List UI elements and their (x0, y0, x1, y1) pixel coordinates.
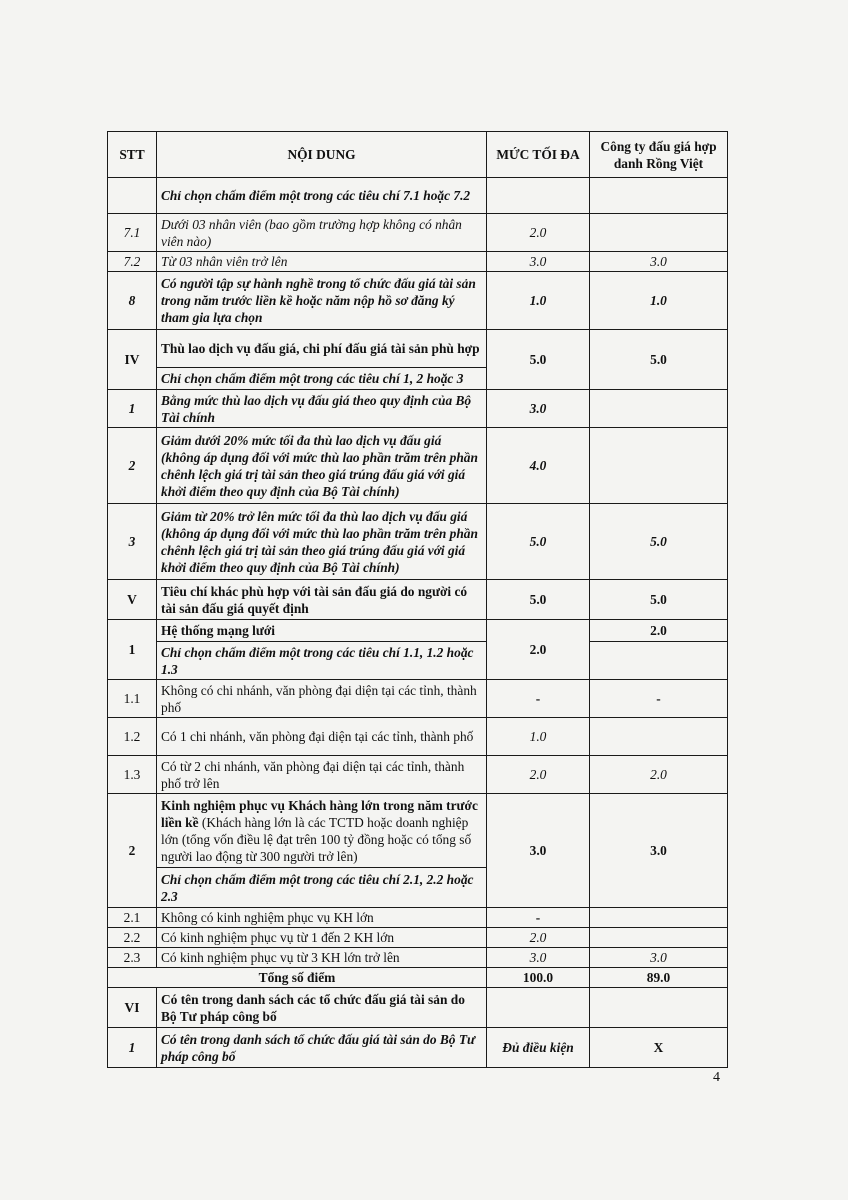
cell-content: Giảm từ 20% trở lên mức tối đa thù lao dịch vụ đấu giá (không áp dụng đối với mức thù lao phần trăm trên phần chênh lệch giá trị tài sản theo giá trúng đấu giá với giá khởi điểm theo quy định của Bộ Tài chính) (157, 504, 487, 580)
table-row (108, 272, 728, 330)
cell-total-label: Tổng số điểm (108, 968, 487, 988)
table-row (108, 718, 728, 756)
cell-stt: 2.2 (108, 928, 157, 948)
cell-company: 2.0 (590, 620, 728, 642)
cell-content: Có từ 2 chi nhánh, văn phòng đại diện tại các tỉnh, thành phố trở lên (157, 756, 487, 794)
table-row (108, 680, 728, 718)
scoring-table (107, 131, 728, 1068)
cell-content: Giảm dưới 20% mức tối đa thù lao dịch vụ đấu giá (không áp dụng đối với mức thù lao phần trăm trên phần chênh lệch giá trị tài sản theo giá trúng đấu giá với giá khởi điểm theo quy định của Bộ Tài chính) (157, 428, 487, 504)
cell-stt: 1.2 (108, 718, 157, 756)
cell-stt: 1.3 (108, 756, 157, 794)
cell-content: Có 1 chi nhánh, văn phòng đại diện tại các tỉnh, thành phố (157, 718, 487, 756)
cell-company: 3.0 (590, 252, 728, 272)
cell-stt (108, 178, 157, 214)
cell-company: 2.0 (590, 756, 728, 794)
cell-max: 3.0 (487, 948, 590, 968)
cell-content-sub: Chỉ chọn chấm điểm một trong các tiêu chí 1, 2 hoặc 3 (157, 368, 487, 390)
cell-content-bold: Kinh nghiệm phục vụ Khách hàng lớn trong năm trước liền kề (161, 797, 478, 830)
cell-content-sub: Chỉ chọn chấm điểm một trong các tiêu chí 2.1, 2.2 hoặc 2.3 (157, 868, 487, 908)
cell-company (590, 178, 728, 214)
cell-company: 5.0 (590, 580, 728, 620)
cell-stt: 3 (108, 504, 157, 580)
table-row (108, 642, 728, 680)
header-stt: STT (108, 132, 157, 178)
cell-stt: 8 (108, 272, 157, 330)
cell-content: Tiêu chí khác phù hợp với tài sản đấu giá do người có tài sản đấu giá quyết định (157, 580, 487, 620)
cell-company: 3.0 (590, 948, 728, 968)
header-max: MỨC TỐI ĐA (487, 132, 590, 178)
cell-max: 3.0 (487, 794, 590, 908)
cell-max: - (487, 680, 590, 718)
table-row (108, 1028, 728, 1068)
cell-max: - (487, 908, 590, 928)
table-row (108, 948, 728, 968)
table-row (108, 580, 728, 620)
cell-max: 5.0 (487, 580, 590, 620)
cell-stt: 2 (108, 794, 157, 908)
cell-max: 1.0 (487, 718, 590, 756)
cell-stt: IV (108, 330, 157, 390)
table-row (108, 756, 728, 794)
cell-content: Có tên trong danh sách tổ chức đấu giá tài sản do Bộ Tư pháp công bố (157, 1028, 487, 1068)
cell-max (487, 178, 590, 214)
cell-content: Dưới 03 nhân viên (bao gồm trường hợp không có nhân viên nào) (157, 214, 487, 252)
page-number: 4 (713, 1070, 720, 1085)
table-row (108, 928, 728, 948)
table-row (108, 620, 728, 642)
cell-max: 4.0 (487, 428, 590, 504)
cell-company: 3.0 (590, 794, 728, 908)
cell-stt: 1 (108, 1028, 157, 1068)
cell-content (157, 794, 487, 868)
table-row (108, 504, 728, 580)
cell-content: Không có chi nhánh, văn phòng đại diện tại các tỉnh, thành phố (157, 680, 487, 718)
cell-content: Chỉ chọn chấm điểm một trong các tiêu chí 7.1 hoặc 7.2 (157, 178, 487, 214)
header-company: Công ty đấu giá hợp danh Rồng Việt (590, 132, 728, 178)
cell-max: 2.0 (487, 214, 590, 252)
table-row (108, 428, 728, 504)
cell-company (590, 390, 728, 428)
cell-stt: VI (108, 988, 157, 1028)
cell-max: 2.0 (487, 620, 590, 680)
cell-stt: 1 (108, 390, 157, 428)
table-row (108, 252, 728, 272)
cell-content: Không có kinh nghiệm phục vụ KH lớn (157, 908, 487, 928)
cell-company (590, 928, 728, 948)
cell-max: 3.0 (487, 390, 590, 428)
table-row (108, 330, 728, 368)
cell-company: - (590, 680, 728, 718)
cell-stt: 7.2 (108, 252, 157, 272)
cell-content: Có tên trong danh sách các tổ chức đấu giá tài sản do Bộ Tư pháp công bố (157, 988, 487, 1028)
cell-max: 5.0 (487, 330, 590, 390)
cell-company: X (590, 1028, 728, 1068)
cell-max (487, 988, 590, 1028)
header-content: NỘI DUNG (157, 132, 487, 178)
table-row (108, 794, 728, 868)
cell-company (590, 718, 728, 756)
table-row (108, 908, 728, 928)
cell-content-rest: (Khách hàng lớn là các TCTD hoặc doanh nghiệp lớn (tổng vốn điều lệ đạt trên 100 tỷ đồng hoặc có tổng số người lao động từ 300 người trở lên) (161, 814, 472, 864)
cell-company: 1.0 (590, 272, 728, 330)
cell-company (590, 428, 728, 504)
table-row (108, 178, 728, 214)
cell-company-empty (590, 642, 728, 680)
cell-max: 1.0 (487, 272, 590, 330)
cell-content-sub: Chỉ chọn chấm điểm một trong các tiêu chí 1.1, 1.2 hoặc 1.3 (157, 642, 487, 680)
cell-max: 3.0 (487, 252, 590, 272)
cell-max: Đủ điều kiện (487, 1028, 590, 1068)
cell-stt: 2.1 (108, 908, 157, 928)
table-header-row (108, 132, 728, 178)
cell-company: 5.0 (590, 330, 728, 390)
cell-content: Hệ thống mạng lưới (157, 620, 487, 642)
cell-content: Có người tập sự hành nghề trong tổ chức đấu giá tài sản trong năm trước liền kề hoặc năm nộp hồ sơ đăng ký tham gia lựa chọn (157, 272, 487, 330)
cell-max: 5.0 (487, 504, 590, 580)
cell-max: 2.0 (487, 756, 590, 794)
cell-stt: V (108, 580, 157, 620)
cell-company: 5.0 (590, 504, 728, 580)
table-row-total (108, 968, 728, 988)
cell-stt: 1.1 (108, 680, 157, 718)
cell-max: 2.0 (487, 928, 590, 948)
cell-content: Có kinh nghiệm phục vụ từ 1 đến 2 KH lớn (157, 928, 487, 948)
cell-company (590, 908, 728, 928)
cell-company (590, 214, 728, 252)
table-row (108, 988, 728, 1028)
cell-company: 89.0 (590, 968, 728, 988)
cell-content: Từ 03 nhân viên trở lên (157, 252, 487, 272)
cell-company (590, 988, 728, 1028)
cell-stt: 1 (108, 620, 157, 680)
cell-stt: 7.1 (108, 214, 157, 252)
cell-content: Thù lao dịch vụ đấu giá, chi phí đấu giá tài sản phù hợp (157, 330, 487, 368)
table-row (108, 390, 728, 428)
table-row (108, 214, 728, 252)
cell-stt: 2.3 (108, 948, 157, 968)
cell-content: Bằng mức thù lao dịch vụ đấu giá theo quy định của Bộ Tài chính (157, 390, 487, 428)
cell-content: Có kinh nghiệm phục vụ từ 3 KH lớn trở lên (157, 948, 487, 968)
cell-max: 100.0 (487, 968, 590, 988)
cell-stt: 2 (108, 428, 157, 504)
